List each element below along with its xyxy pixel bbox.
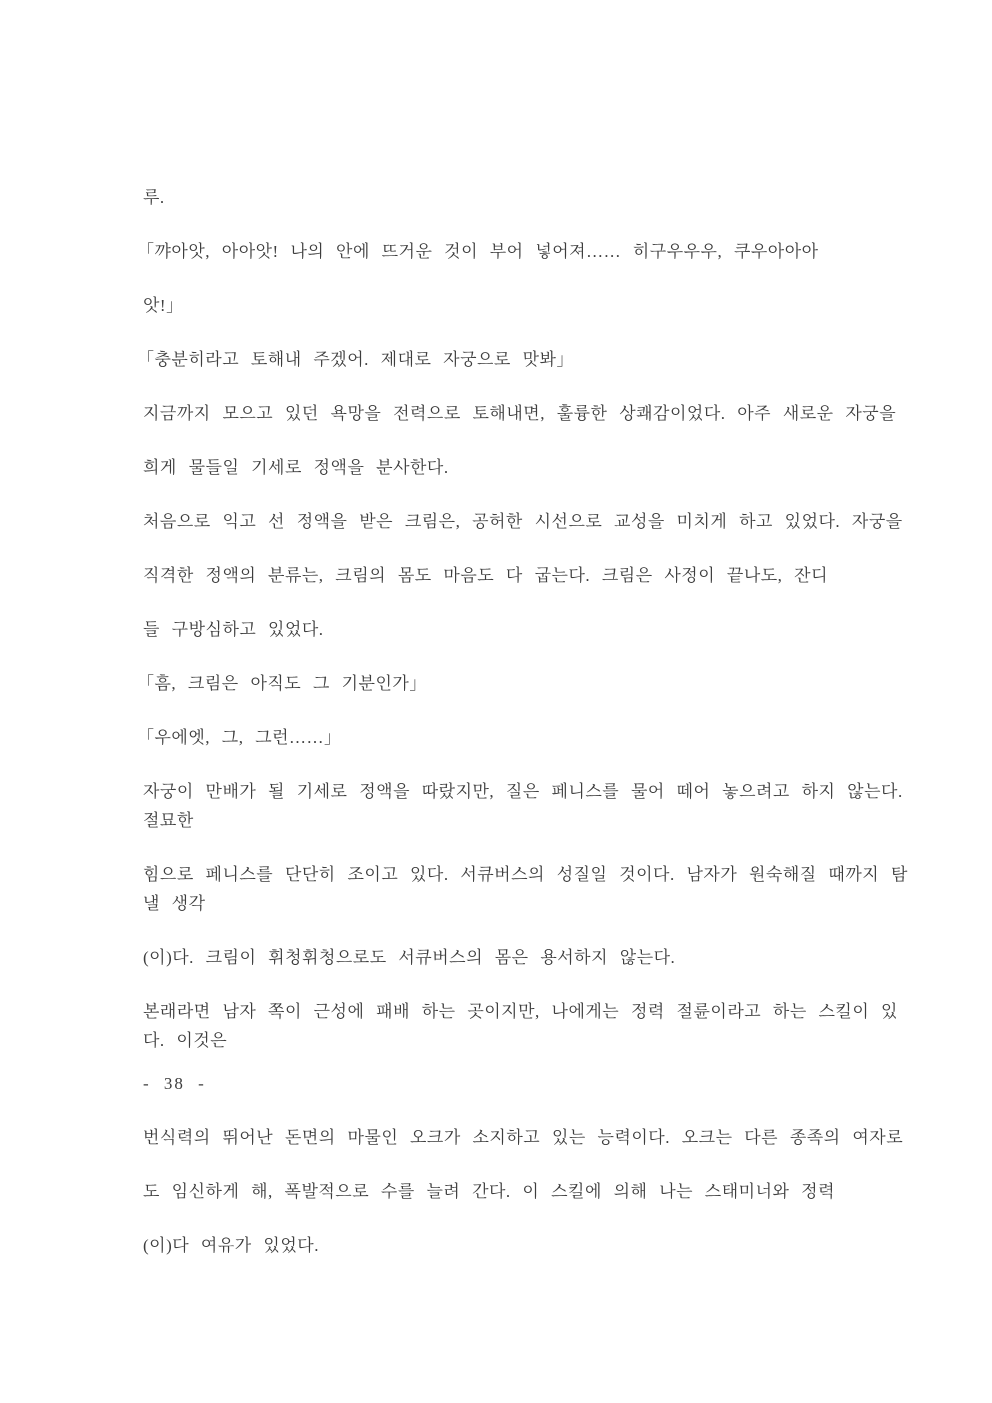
text-line: 「우에엣, 그, 그런……」 <box>137 728 342 747</box>
text-line: 힘으로 페니스를 단단히 조이고 있다. 서큐버스의 성질일 것이다. 남자가 원숙해질 때까지 탐 <box>143 865 908 884</box>
text-line: 낼 생각 <box>143 894 206 913</box>
text-line: 「충분히라고 토해내 주겠어. 제대로 자궁으로 맛봐」 <box>137 350 574 369</box>
text-line: 본래라면 남자 쪽이 근성에 패배 하는 곳이지만, 나에게는 정력 절륜이라고 하는 스킬이 있 <box>143 1002 898 1021</box>
text-line: 직격한 정액의 분류는, 크림의 몸도 마음도 다 굽는다. 크림은 사정이 끝나도, 잔디 <box>143 566 829 585</box>
text-content <box>137 183 908 1260</box>
text-line: 번식력의 뛰어난 돈면의 마물인 오크가 소지하고 있는 능력이다. 오크는 다른 종족의 여자로 <box>143 1128 904 1147</box>
text-line: 자궁이 만배가 될 기세로 정액을 따랐지만, 질은 페니스를 물어 떼어 놓으려고 하지 않는다. <box>143 782 903 801</box>
text-line: 희게 물들일 기세로 정액을 분사한다. <box>143 458 449 477</box>
text-line: 앗!」 <box>143 296 184 315</box>
text-line: 처음으로 익고 선 정액을 받은 크림은, 공허한 시선으로 교성을 미치게 하고 있었다. 자궁을 <box>143 512 903 531</box>
text-line: 루. <box>143 188 165 207</box>
text-line: 도 임신하게 해, 폭발적으로 수를 늘려 간다. 이 스킬에 의해 나는 스태미너와 정력 <box>143 1182 836 1201</box>
text-line: 「흠, 크림은 아직도 그 기분인가」 <box>137 674 427 693</box>
text-line: 들 구방심하고 있었다. <box>143 620 324 639</box>
text-line: 「꺄아앗, 아아앗! 나의 안에 뜨거운 것이 부어 넣어져…… 히구우우우, 쿠우아아아 <box>137 242 819 261</box>
text-line: 지금까지 모으고 있던 욕망을 전력으로 토해내면, 훌륭한 상쾌감이었다. 아주 새로운 자궁을 <box>143 404 897 423</box>
text-line: (이)다. 크림이 휘청휘청으로도 서큐버스의 몸은 용서하지 않는다. <box>143 948 676 967</box>
text-line: 절묘한 <box>143 811 194 830</box>
page-number: - 38 - <box>143 1074 206 1093</box>
text-line: (이)다 여유가 있었다. <box>143 1236 319 1255</box>
text-line: 다. 이것은 <box>143 1031 228 1050</box>
